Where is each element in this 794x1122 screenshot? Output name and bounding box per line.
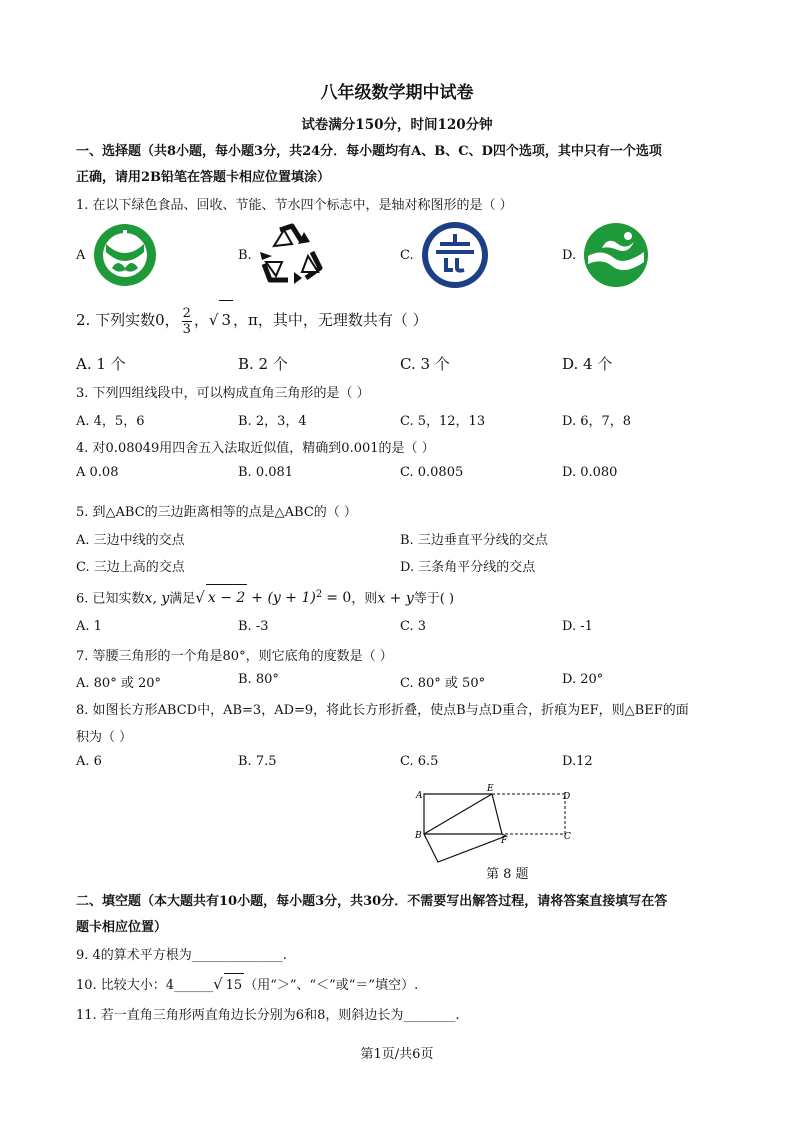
q8-option-c: C. 6.5 — [400, 754, 439, 769]
question-3: 3. 下列四组线段中，可以构成直角三角形的是（ ） — [76, 386, 370, 401]
energy-saving-logo-icon — [420, 220, 490, 290]
q4-option-d: D. 0.080 — [562, 465, 618, 480]
q3-option-c: C. 5，12，13 — [400, 414, 486, 429]
q2-option-b: B. 2 个 — [238, 355, 288, 373]
q7-option-a: A. 80° 或 20° — [76, 676, 162, 691]
rectangle-abfe — [424, 794, 502, 834]
question-10 — [76, 972, 418, 998]
q4-option-c: C. 0.0805 — [400, 465, 464, 480]
q1-option-d-label: D. — [562, 248, 577, 263]
q8-option-a: A. 6 — [76, 754, 102, 769]
q5-option-d: D. 三条角平分线的交点 — [400, 560, 536, 575]
q4-option-a: A 0.08 — [76, 465, 119, 480]
q8-folded-rectangle-figure — [408, 780, 578, 864]
q10-sqrt-argument: 15 — [224, 973, 245, 998]
q2-prefix: 2. 下列实数0， — [76, 311, 180, 329]
q3-option-a: A. 4，5，6 — [76, 414, 145, 429]
q10-suffix: （用“＞”、“＜”或“＝”填空）. — [244, 978, 419, 993]
original-rectangle-dashed — [492, 794, 565, 834]
label-d: D — [563, 792, 571, 802]
radical-sign: √ — [195, 588, 205, 607]
q7-option-c: C. 80° 或 50° — [400, 676, 486, 691]
q10-prefix: 10. 比较大小：4______ — [76, 978, 214, 993]
segment-be — [424, 794, 492, 834]
q6-sqrt-argument: x − 2 — [206, 584, 247, 611]
water-saving-logo-icon — [582, 222, 650, 288]
q2-option-d: D. 4 个 — [562, 355, 613, 373]
q6-option-b: B. -3 — [238, 619, 269, 634]
section-2-header: 二、填空题（本大题共有10小题，每小题3分，共30分．不需要写出解答过程，请将答案直接填写在答 — [76, 894, 668, 909]
q6-exponent: 2 — [315, 589, 323, 600]
question-8: 8. 如图长方形ABCD中，AB=3，AD=9，将此长方形折叠，使点B与点D重合，折痕为EF，则△BEF的面 — [76, 703, 689, 718]
label-b: B — [415, 831, 422, 841]
q6-plus-term: + (y + 1) — [251, 590, 316, 607]
q6-equals-zero: = 0 — [326, 590, 352, 607]
question-9: 9. 4的算术平方根为______________. — [76, 948, 287, 963]
q2-option-a: A. 1 个 — [76, 355, 126, 373]
exam-subtitle: 试卷满分150分，时间120分钟 — [301, 117, 493, 133]
q6-prefix: 6. 已知实数 — [76, 591, 145, 607]
q4-option-b: B. 0.081 — [238, 465, 294, 480]
section-1-header: 一、选择题（共8小题，每小题3分，共24分．每小题均有A、B、C、D四个选项，其中只有一个选项 — [76, 144, 662, 159]
q6-option-a: A. 1 — [76, 619, 102, 634]
fraction-two-thirds — [182, 307, 192, 336]
q3-option-b: B. 2，3，4 — [238, 414, 307, 429]
label-e: E — [487, 784, 494, 794]
q8-option-b: B. 7.5 — [238, 754, 277, 769]
q1-option-c-label: C. — [400, 248, 414, 263]
question-4: 4. 对0.08049用四舍五入法取近似值，精确到0.001的是（ ） — [76, 441, 435, 456]
label-c: C — [564, 832, 571, 842]
question-8-cont: 积为（ ） — [76, 730, 133, 745]
q5-option-a: A. 三边中线的交点 — [76, 533, 185, 548]
q6-suffix: 等于( ) — [413, 591, 455, 607]
recycle-logo-icon — [258, 222, 326, 286]
page-title: 八年级数学期中试卷 — [320, 83, 474, 103]
q6-then: ，则 — [351, 591, 378, 607]
question-1: 1. 在以下绿色食品、回收、节能、节水四个标志中，是轴对称图形的是（ ） — [76, 198, 513, 213]
q7-option-d: D. 20° — [562, 672, 604, 687]
question-11: 11. 若一直角三角形两直角边长分别为6和8，则斜边长为________. — [76, 1008, 460, 1023]
fraction-numerator: 2 — [182, 305, 191, 321]
page-footer: 第1页/共6页 — [360, 1047, 434, 1062]
question-7: 7. 等腰三角形的一个角是80°，则它底角的度数是（ ） — [76, 649, 393, 664]
green-food-logo-icon — [92, 222, 158, 288]
q1-option-b-label: B. — [238, 248, 252, 263]
q7-option-b: B. 80° — [238, 672, 279, 687]
question-2 — [76, 300, 428, 339]
section-1-header-cont: 正确，请用2B铅笔在答题卡相应位置填涂） — [76, 170, 331, 185]
radical-sign: √ — [208, 311, 219, 329]
radical-sign: √ — [213, 975, 223, 993]
q8-option-d: D.12 — [562, 754, 593, 769]
q2-suffix: ，π，其中，无理数共有（ ） — [233, 311, 428, 329]
q5-option-c: C. 三边上高的交点 — [76, 560, 185, 575]
fraction-denominator: 3 — [182, 321, 191, 337]
q6-option-c: C. 3 — [400, 619, 427, 634]
figure-caption: 第 8 题 — [486, 867, 529, 882]
q6-mid: 满足 — [169, 591, 196, 607]
q2-separator: ， — [193, 311, 209, 329]
label-f: F — [501, 836, 508, 846]
q6-option-d: D. -1 — [562, 619, 593, 634]
q5-option-b: B. 三边垂直平分线的交点 — [400, 533, 548, 548]
question-5: 5. 到△ABC的三边距离相等的点是△ABC的（ ） — [76, 505, 357, 520]
q6-variables: x, y — [144, 590, 170, 607]
folded-part — [424, 834, 506, 862]
section-2-header-cont: 题卡相应位置） — [76, 920, 168, 935]
sqrt-argument: 3 — [219, 300, 233, 339]
q1-option-a-label: A — [76, 248, 86, 263]
label-a: A — [416, 791, 423, 801]
q2-option-c: C. 3 个 — [400, 355, 450, 373]
q6-sum: x + y — [377, 590, 414, 607]
q3-option-d: D. 6，7，8 — [562, 414, 632, 429]
question-6 — [76, 582, 454, 612]
